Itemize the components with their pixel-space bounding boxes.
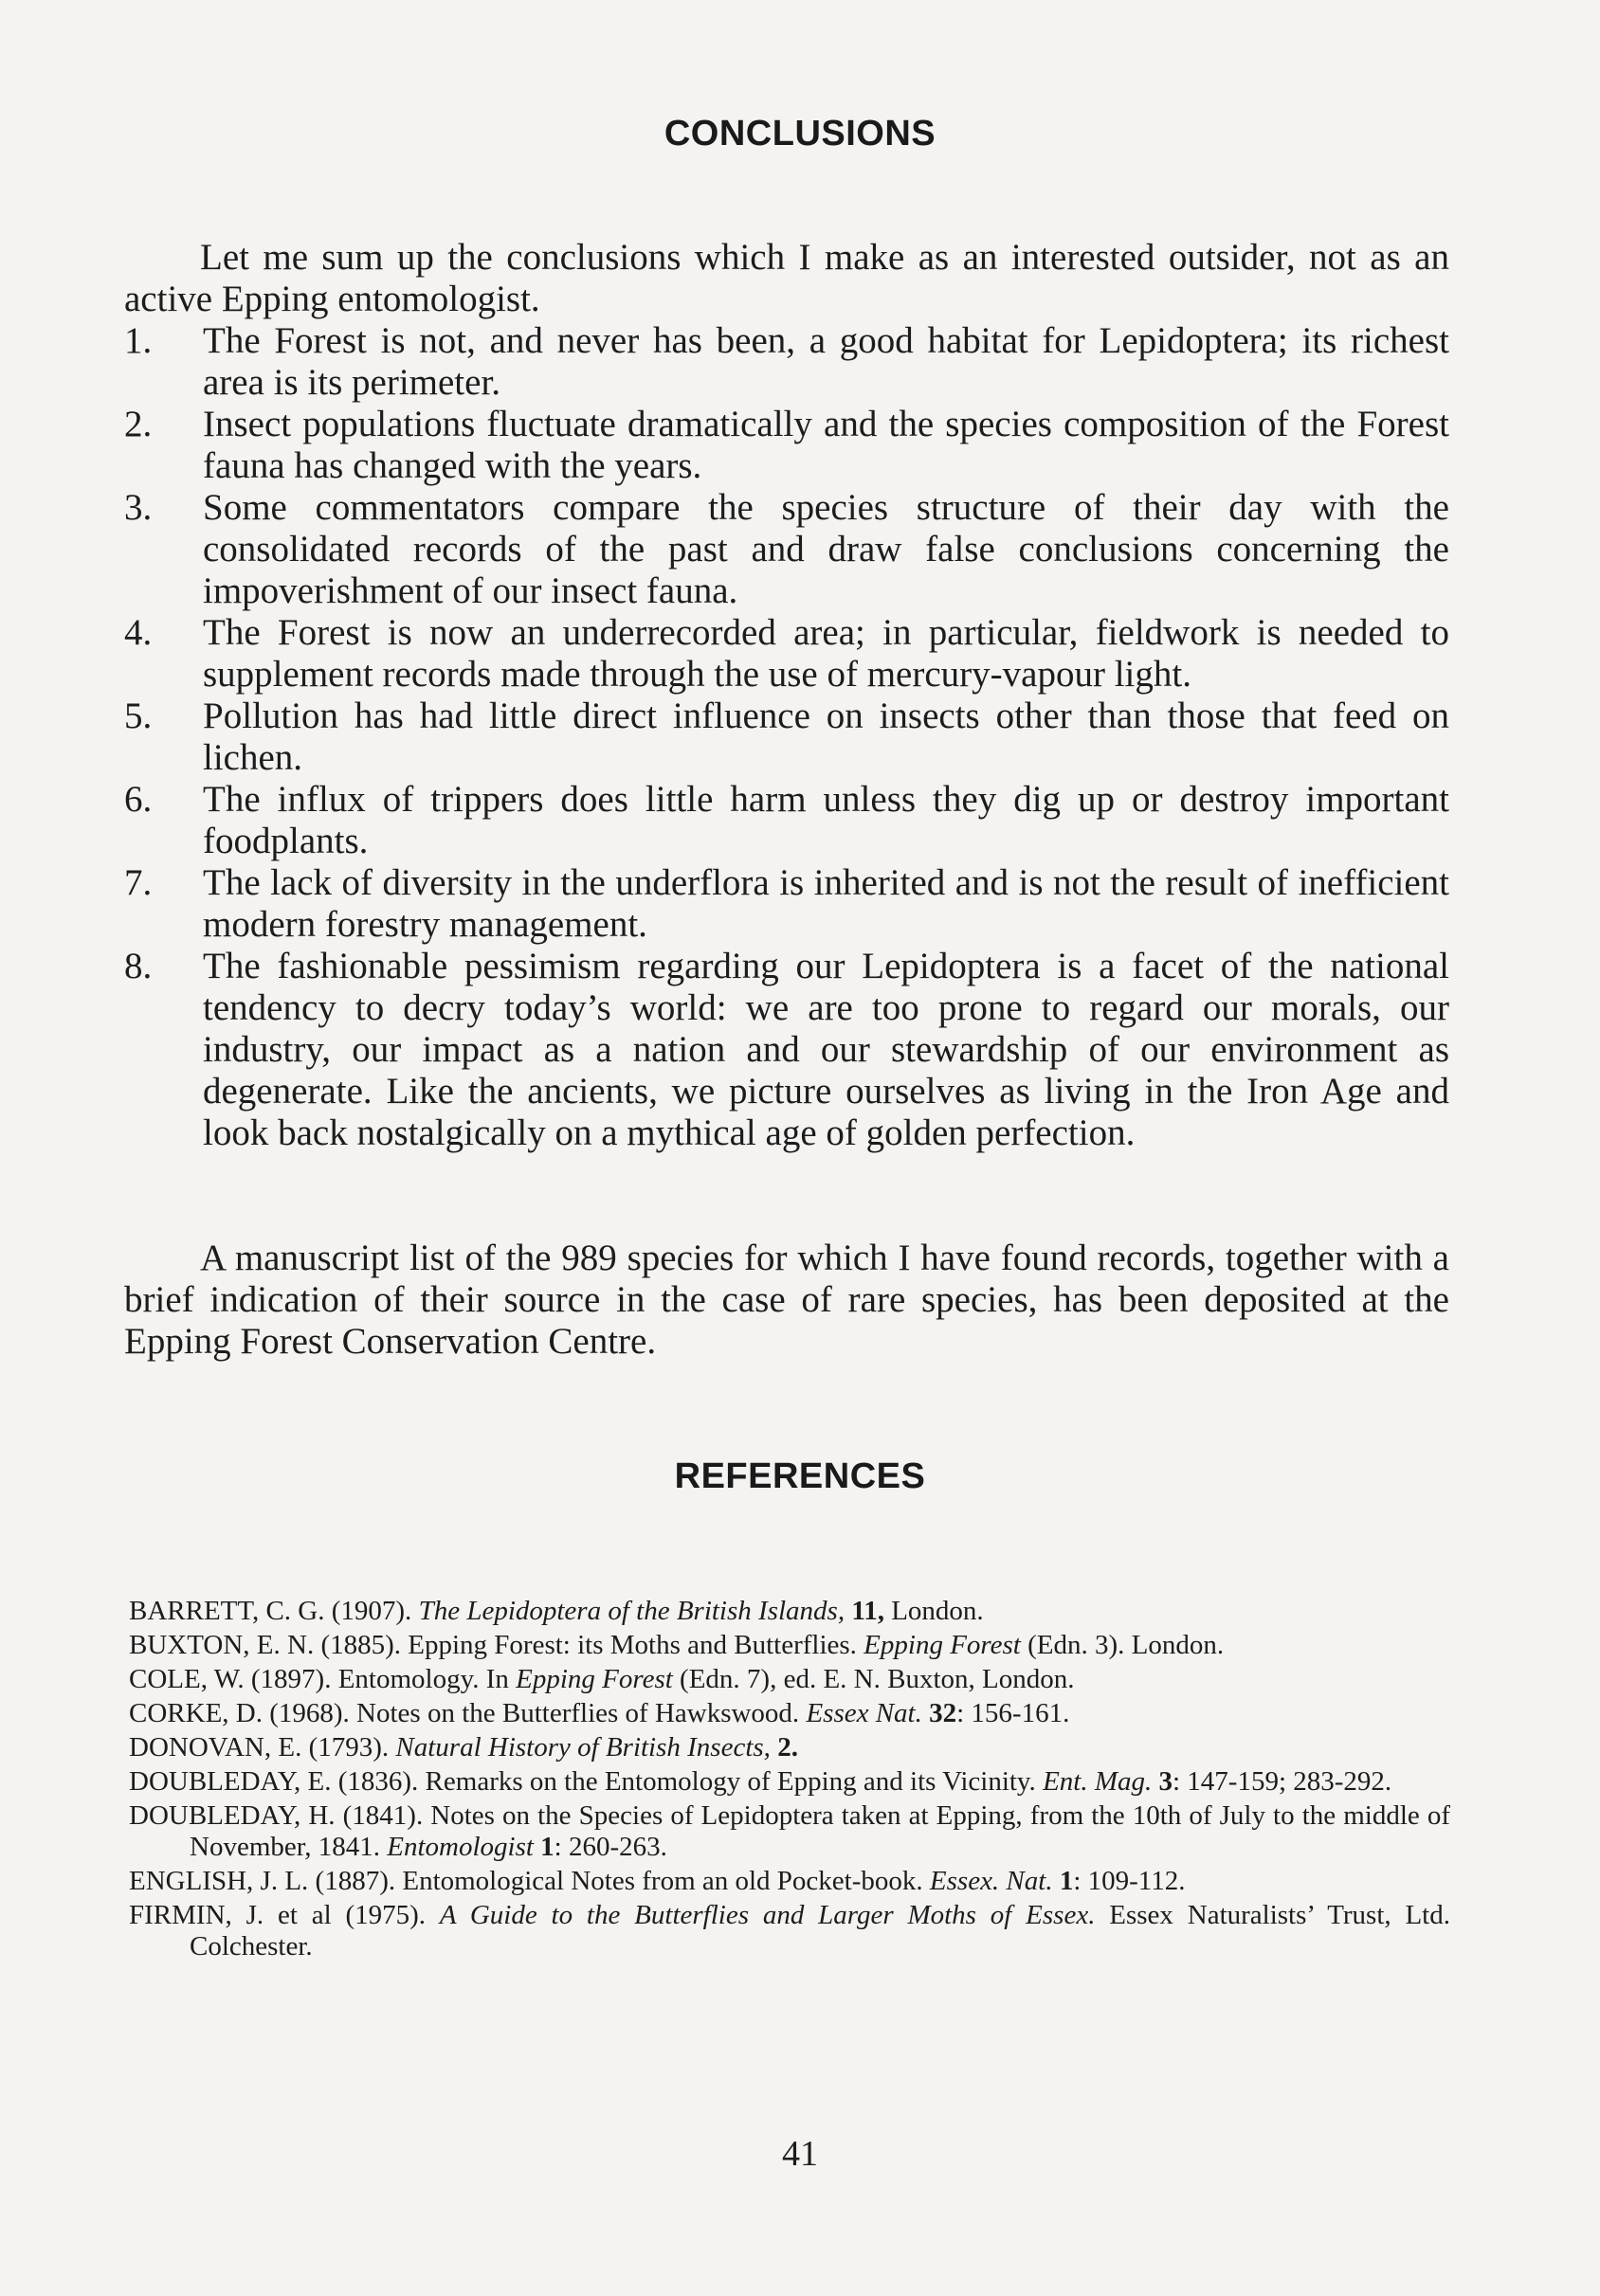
conclusion-item — [124, 696, 1449, 779]
ref-volume: 1 — [533, 1832, 555, 1862]
item-number: 3. — [124, 487, 153, 528]
item-number: 4. — [124, 612, 153, 653]
item-number: 6. — [124, 779, 153, 820]
item-text: The Forest is not, and never has been, a good habitat for Lepidoptera; its richest area is its perimeter. — [203, 320, 1449, 403]
ref-post: : 260-263. — [554, 1832, 667, 1862]
conclusions-heading: CONCLUSIONS — [664, 114, 936, 154]
reference-entry — [129, 1596, 1450, 1627]
reference-entry — [129, 1866, 1450, 1897]
reference-entry — [129, 1800, 1450, 1863]
ref-post: London. — [883, 1596, 984, 1626]
reference-entry — [129, 1766, 1450, 1798]
conclusion-item — [124, 612, 1449, 696]
reference-entry — [129, 1698, 1450, 1729]
conclusion-item — [124, 487, 1449, 612]
ref-pre: COLE, W. (1897). Entomology. In — [129, 1664, 517, 1694]
ref-pre: DOUBLEDAY, E. (1836). Remarks on the Entomology of Epping and its Vicinity. — [129, 1766, 1044, 1797]
conclusion-item — [124, 862, 1449, 946]
ref-volume: 1 — [1052, 1866, 1074, 1896]
references-list — [129, 1596, 1450, 1965]
item-text: The lack of diversity in the underflora is inherited and is not the result of inefficient modern forestry management. — [203, 862, 1449, 945]
ref-pre: DONOVAN, E. (1793). — [129, 1732, 396, 1763]
ref-volume: 3 — [1152, 1766, 1173, 1797]
references-heading: REFERENCES — [674, 1456, 926, 1496]
ref-title: Epping Forest — [864, 1630, 1021, 1660]
ref-volume: 2. — [770, 1732, 798, 1763]
reference-entry — [129, 1664, 1450, 1695]
item-text: The Forest is now an underrecorded area; in particular, fieldwork is needed to supplement records made through the use of mercury-vapour light. — [203, 612, 1449, 695]
ref-post: (Edn. 3). London. — [1020, 1630, 1225, 1660]
ref-volume: 32 — [921, 1698, 957, 1728]
ref-title: Epping Forest — [516, 1664, 673, 1694]
conclusion-item — [124, 320, 1449, 404]
ref-post: : 109-112. — [1073, 1866, 1186, 1896]
conclusion-item — [124, 946, 1449, 1154]
conclusion-item — [124, 779, 1449, 862]
ref-post: (Edn. 7), ed. E. N. Buxton, London. — [672, 1664, 1075, 1694]
ref-title: Natural History of British Insects, — [395, 1732, 771, 1763]
ref-title: Essex. Nat. — [929, 1866, 1053, 1896]
item-text: Insect populations fluctuate dramatically and the species composition of the Forest fauna has changed with the years. — [203, 404, 1449, 486]
ref-title: Essex Nat. — [806, 1698, 922, 1728]
ref-pre: ENGLISH, J. L. (1887). Entomological Notes from an old Pocket-book. — [129, 1866, 930, 1896]
item-number: 1. — [124, 320, 153, 361]
item-text: Pollution has had little direct influence on insects other than those that feed on lichen. — [203, 696, 1449, 778]
conclusion-item — [124, 404, 1449, 487]
ref-pre: BUXTON, E. N. (1885). Epping Forest: its Moths and Butterflies. — [129, 1630, 864, 1660]
item-text: The influx of trippers does little harm unless they dig up or destroy important foodplants. — [203, 779, 1449, 861]
item-number: 8. — [124, 946, 153, 986]
ref-volume: 11, — [845, 1596, 884, 1626]
conclusions-intro: Let me sum up the conclusions which I make as an interested outsider, not as an active Epping entomologist. — [124, 237, 1449, 319]
ref-post: Essex Naturalists’ Trust, Ltd. Colchester. — [190, 1900, 1450, 1962]
ref-pre: FIRMIN, J. et al (1975). — [129, 1900, 440, 1930]
ref-title: Ent. Mag. — [1043, 1766, 1153, 1797]
item-text: The fashionable pessimism regarding our Lepidoptera is a facet of the national tendency to decry today’s world: we are too prone to regard our morals, our industry, our impact as a nation and our stewardship of our environment as degenerate. Like the ancients, we picture ourselves as living in the Iron Age and look back nostalgically on a mythical age of golden perfection. — [203, 946, 1449, 1153]
ref-pre: BARRETT, C. G. (1907). — [129, 1596, 419, 1626]
page-number: 41 — [782, 2134, 818, 2174]
ref-title: The Lepidoptera of the British Islands, — [418, 1596, 845, 1626]
reference-entry — [129, 1630, 1450, 1661]
ref-title: Entomologist — [387, 1832, 534, 1862]
conclusions-list — [124, 320, 1449, 1154]
ref-pre: CORKE, D. (1968). Notes on the Butterflies of Hawkswood. — [129, 1698, 807, 1728]
ref-post: : 156-161. — [956, 1698, 1070, 1728]
item-number: 2. — [124, 404, 153, 444]
item-number: 7. — [124, 862, 153, 903]
conclusions-closing: A manuscript list of the 989 species for which I have found records, together with a brief indication of their source in the case of rare species, has been deposited at the Epping Forest Conservation Centre. — [124, 1238, 1449, 1362]
reference-entry — [129, 1900, 1450, 1962]
ref-post: : 147-159; 283-292. — [1173, 1766, 1392, 1797]
item-text: Some commentators compare the species structure of their day with the consolidated records of the past and draw false conclusions concerning the impoverishment of our insect fauna. — [203, 487, 1449, 611]
item-number: 5. — [124, 696, 153, 736]
ref-title: A Guide to the Butterflies and Larger Moths of Essex. — [439, 1900, 1096, 1930]
ref-pre: DOUBLEDAY, H. (1841). Notes on the Species of Lepidoptera taken at Epping, from the 10th of July to the middle of November, 1841. — [129, 1800, 1450, 1862]
reference-entry — [129, 1732, 1450, 1763]
